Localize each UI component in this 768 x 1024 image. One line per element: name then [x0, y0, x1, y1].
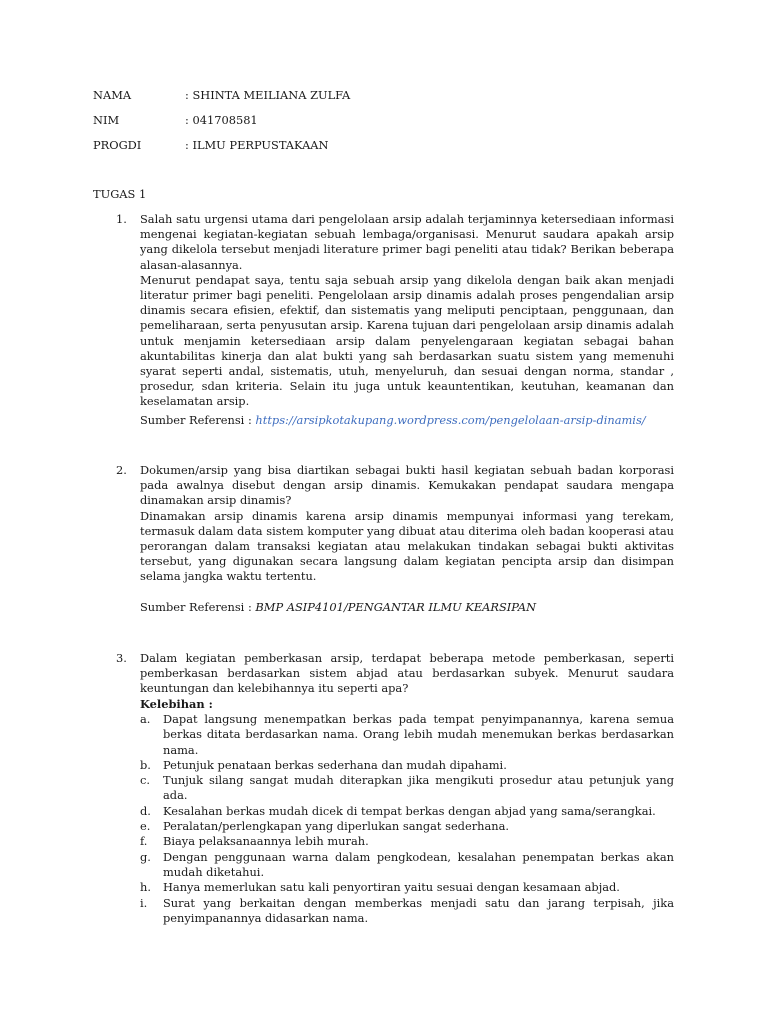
nama-value: : SHINTA MEILIANA ZULFA [185, 88, 351, 102]
kelebihan-list-container [140, 712, 674, 926]
kelebihan-item [140, 850, 674, 881]
kelebihan-item-text: Petunjuk penataan berkas sederhana dan mudah dipahami. [163, 757, 507, 772]
nim-label: NIM [93, 113, 120, 127]
question-1-text: Salah satu urgensi utama dari pengelolaan arsip adalah terjaminnya ketersediaan informasi mengenai kegiatan-kegiatan sebuah lembaga/organisasi. Menurut saudara apakah arsip yang dikelola tersebut menjadi literature primer bagi peneliti atau tidak? Berikan beberapa alasan-alasannya. [140, 212, 674, 272]
kelebihan-item-letter: f. [140, 834, 148, 849]
tugas-title: TUGAS 1 [93, 187, 147, 201]
source-1-label: Sumber Referensi : [140, 413, 256, 427]
kelebihan-item-letter: d. [140, 803, 151, 818]
progdi-value: : ILMU PERPUSTAKAAN [185, 138, 329, 152]
question-2-number: 2. [116, 463, 127, 477]
kelebihan-item [140, 804, 674, 819]
kelebihan-item-text: Dengan penggunaan warna dalam pengkodean, kesalahan penempatan berkas akan mudah diketahui. [163, 849, 674, 879]
kelebihan-item [140, 758, 674, 773]
kelebihan-item-letter: b. [140, 757, 151, 772]
kelebihan-item [140, 896, 674, 927]
question-3-block [140, 651, 674, 712]
kelebihan-item-text: Peralatan/perlengkapan yang diperlukan sangat sederhana. [163, 819, 510, 834]
kelebihan-list [140, 712, 674, 926]
question-1-number: 1. [116, 212, 127, 226]
question-2-block [140, 463, 674, 585]
progdi-label: PROGDI [93, 138, 142, 152]
kelebihan-item [140, 834, 674, 849]
answer-2-text: Dinamakan arsip dinamis karena arsip dinamis mempunyai informasi yang terekam, termasuk dalam data sistem komputer yang dibuat atau diterima oleh badan kooperasi atau perorangan dalam transaksi kegiatan atau melakukan tindakan sebagai bukti aktivitas tersebut, yang digunakan secara langsung dalam kegiatan pencipta arsip dan disimpan selama jangka waktu tertentu. [140, 508, 674, 584]
source-2 [140, 600, 536, 615]
source-2-label: Sumber Referensi : [140, 600, 256, 614]
source-1-link[interactable]: https://arsipkotakupang.wordpress.com/pengelolaan-arsip-dinamis/ [255, 413, 646, 427]
kelebihan-item-letter: e. [140, 819, 151, 834]
kelebihan-item-text: Kesalahan berkas mudah dicek di tempat berkas dengan abjad yang sama/serangkai. [163, 803, 656, 818]
kelebihan-item [140, 819, 674, 834]
kelebihan-item-text: Biaya pelaksanaannya lebih murah. [163, 834, 369, 849]
kelebihan-item [140, 773, 674, 804]
source-2-value: BMP ASIP4101/PENGANTAR ILMU KEARSIPAN [255, 600, 537, 614]
kelebihan-item-text: Hanya memerlukan satu kali penyortiran yaitu sesuai dengan kesamaan abjad. [163, 880, 620, 895]
kelebihan-item-text: Surat yang berkaitan dengan memberkas menjadi satu dan jarang terpisah, jika penyimpanannya didasarkan nama. [163, 895, 674, 925]
kelebihan-item-letter: a. [140, 712, 151, 726]
kelebihan-item-text: Tunjuk silang sangat mudah diterapkan jika mengikuti prosedur atau petunjuk yang ada. [163, 773, 674, 803]
kelebihan-item-letter: c. [140, 773, 151, 788]
kelebihan-item-letter: g. [140, 849, 151, 864]
question-3-number: 3. [116, 651, 127, 665]
nim-value: : 041708581 [185, 113, 258, 127]
answer-1-text: Menurut pendapat saya, tentu saja sebuah arsip yang dikelola dengan baik akan menjadi literatur primer bagi peneliti. Pengelolaan arsip dinamis adalah proses pengendalian arsip dinamis secara efisien, efektif, dan sistematis yang meliputi penciptaan, penggunaan, dan pemeliharaan, serta penyusutan arsip. Karena tujuan dari pengelolaan arsip dinamis adalah untuk menjamin ketersediaan arsip dalam penyelengaraan kegiatan sebagai bahan akuntabilitas kinerja dan alat bukti yang sah berdasarkan suatu sistem yang memenuhi syarat seperti andal, sistematis, utuh, menyeluruh, dan sesuai dengan norma, standar , prosedur, sdan kriteria. Selain itu juga untuk keauntentikan, keutuhan, keamanan dan keselamatan arsip. [140, 272, 674, 409]
kelebihan-item-letter: i. [140, 895, 148, 910]
question-1-block [140, 212, 674, 410]
kelebihan-item-text: Dapat langsung menempatkan berkas pada tempat penyimpanannya, karena semua berkas ditata berdasarkan nama. Orang lebih mudah menemukan berkas berdasarkan nama. [163, 712, 674, 757]
kelebihan-label: Kelebihan : [140, 696, 213, 711]
nama-label: NAMA [93, 88, 132, 102]
kelebihan-item [140, 712, 674, 758]
source-1 [140, 413, 646, 428]
question-2-text: Dokumen/arsip yang bisa diartikan sebagai bukti hasil kegiatan sebuah badan korporasi pada awalnya disebut dengan arsip dinamis. Kemukakan pendapat saudara mengapa dinamakan arsip dinamis? [140, 463, 674, 508]
question-3-text: Dalam kegiatan pemberkasan arsip, terdapat beberapa metode pemberkasan, seperti pemberkasan berdasarkan sistem abjad atau berdasarkan subyek. Menurut saudara keuntungan dan kelebihannya itu seperti apa? [140, 651, 674, 696]
kelebihan-item-letter: h. [140, 880, 151, 895]
kelebihan-item [140, 880, 674, 895]
